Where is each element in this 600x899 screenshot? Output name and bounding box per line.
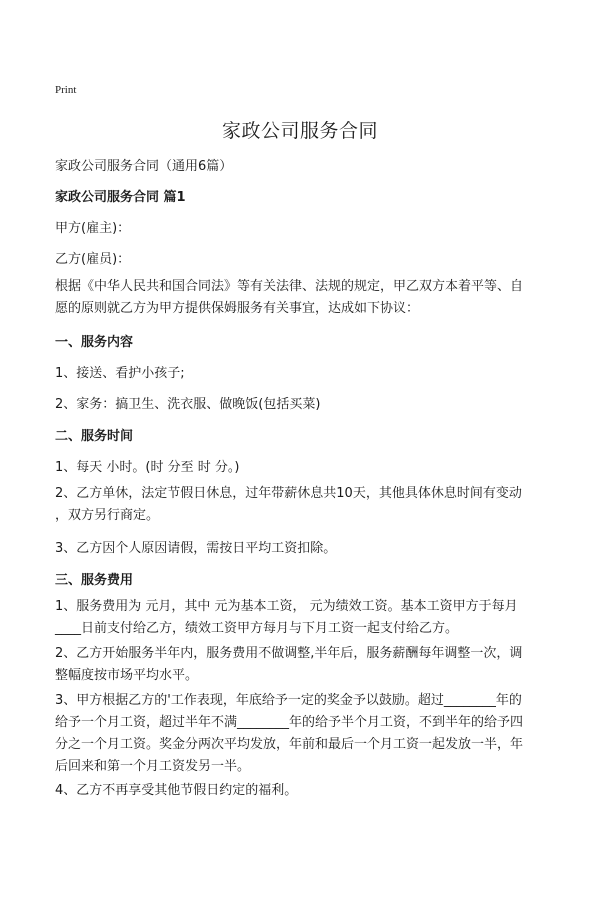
section-3-item-1 [55, 596, 545, 640]
section-3-item-3-line-3: 分之一个月工资。奖金分两次平均发放，年前和最后一个月工资一起发放一半，年 [55, 737, 524, 752]
section-2-heading: 二、服务时间 [55, 429, 134, 444]
section-3-item-2-line-2: 整幅度按市场平均水平。 [55, 668, 199, 683]
section-1-item-2: 2、家务：搞卫生、洗衣服、做晚饭(包括买菜) [55, 397, 321, 412]
section-3-item-2 [55, 643, 545, 687]
section-3-item-3 [55, 690, 545, 778]
section-3-item-3-line-2: 给予一个月工资，超过半年不满________年的给予半个月工资，不到半年的给予四 [55, 715, 524, 730]
section-3-item-1-line-1: 1、服务费用为 元月，其中 元为基本工资， 元为绩效工资。基本工资甲方于每月 [55, 599, 518, 614]
document-title: 家政公司服务合同 [221, 120, 378, 142]
section-2-item-2 [55, 483, 545, 527]
section-3-heading: 三、服务费用 [55, 573, 134, 588]
party-a-line: 甲方(雇主)： [55, 221, 131, 236]
intro-line-1: 根据《中华人民共和国合同法》等有关法律、法规的规定，甲乙双方本着平等、自 [55, 279, 524, 294]
print-label[interactable]: Print [55, 84, 77, 96]
section-2-item-2-line-1: 2、乙方单休，法定节假日休息，过年带薪休息共10天，其他具体休息时间有变动 [55, 486, 522, 501]
section-3-item-4: 4、乙方不再享受其他节假日约定的福利。 [55, 783, 298, 798]
section-2-item-3: 3、乙方因个人原因请假，需按日平均工资扣除。 [55, 541, 337, 556]
intro-line-2: 愿的原则就乙方为甲方提供保姆服务有关事宜，达成如下协议： [55, 301, 420, 316]
section-3-item-3-line-4: 后回来和第一个月工资发另一半。 [55, 759, 251, 774]
section-3-item-3-line-1: 3、甲方根据乙方的'工作表现，年底给予一定的奖金予以鼓励。超过________年的 [55, 693, 522, 708]
section-1-heading: 一、服务内容 [55, 335, 134, 350]
intro-paragraph [55, 276, 545, 320]
section-3-item-1-line-2: ____日前支付给乙方，绩效工资甲方每月与下月工资一起支付给乙方。 [55, 621, 459, 636]
party-b-line: 乙方(雇员)： [55, 252, 131, 267]
section-2-item-1: 1、每天 小时。(时 分至 时 分。) [55, 460, 240, 475]
section-1-item-1: 1、接送、看护小孩子; [55, 366, 185, 381]
section-3-item-2-line-1: 2、乙方开始服务半年内，服务费用不做调整,半年后，服务薪酬每年调整一次，调 [55, 646, 523, 661]
chapter-heading: 家政公司服务合同 篇1 [55, 190, 186, 205]
document-subtitle: 家政公司服务合同（通用6篇） [55, 159, 233, 174]
section-2-item-2-line-2: ，双方另行商定。 [55, 508, 160, 523]
